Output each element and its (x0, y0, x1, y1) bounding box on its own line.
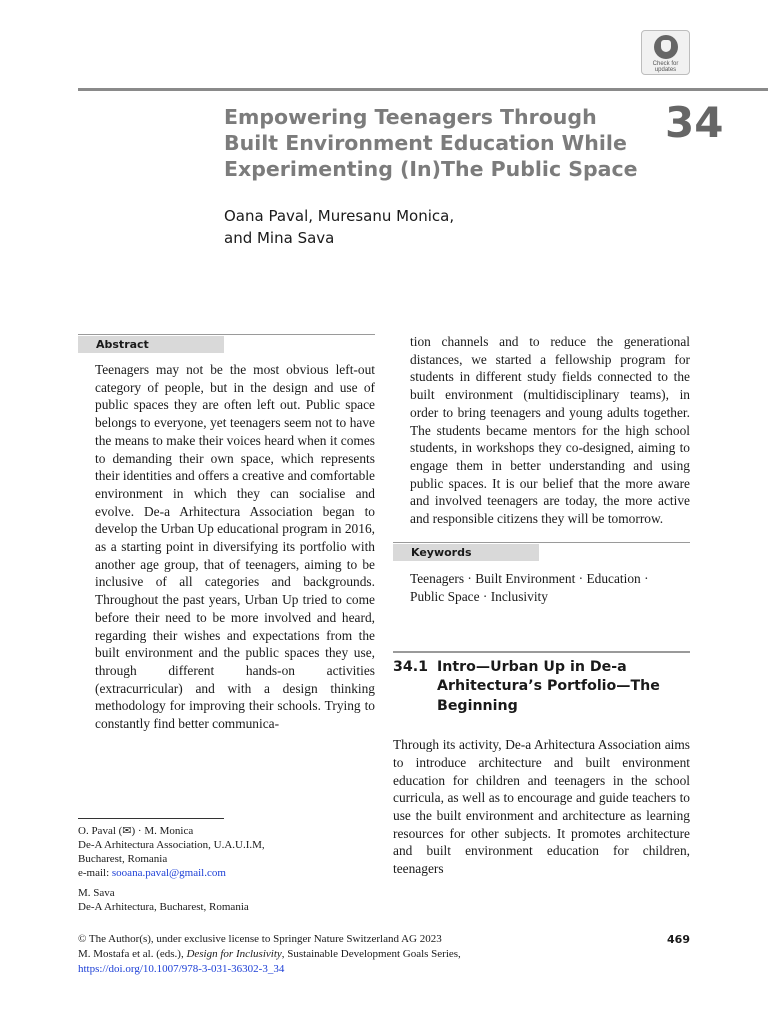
footnote-line: De-A Arhitectura, Bucharest, Romania (78, 901, 249, 913)
author-line: Oana Paval, Muresanu Monica, (224, 207, 455, 225)
keywords-line: Public Space · Inclusivity (410, 588, 548, 604)
section-rule (393, 651, 690, 653)
chapter-title (224, 104, 644, 182)
chapter-number: 34 (665, 98, 724, 147)
citation-book: Design for Inclusivity (186, 948, 282, 960)
bookmark-icon (654, 35, 678, 59)
footnote-line: O. Paval (✉) · M. Monica (78, 825, 194, 837)
doi-link[interactable]: https://doi.org/10.1007/978-3-031-36302-3_34 (78, 963, 285, 975)
keywords-block (393, 542, 690, 606)
check-for-updates-badge[interactable] (641, 30, 690, 75)
keywords-heading: Keywords (393, 544, 539, 561)
page-footer (78, 932, 690, 977)
citation-line (78, 947, 690, 962)
section-body: Through its activity, De-a Arhitectura Association aims to introduce architecture and built environment education for children and teenagers in the school curricula, as well as to encourage and guide teachers to use the built environment and architecture as learning resources for other subjects. It promotes architecture and built environment education for children, teenagers (393, 737, 690, 877)
section-number: 34.1 (393, 658, 429, 675)
email-link[interactable]: sooana.paval@gmail.com (111, 867, 226, 879)
left-column (78, 334, 375, 733)
author-footnote (78, 818, 375, 914)
author-line: and Mina Sava (224, 229, 335, 247)
section-heading (393, 658, 690, 717)
footnote-line: M. Sava (78, 887, 115, 899)
copyright-line: © The Author(s), under exclusive license to Springer Nature Switzerland AG 2023 (78, 933, 442, 945)
author-list (224, 205, 544, 249)
abstract-text: Teenagers may not be the most obvious left-out category of people, but in the design and use of public spaces they are often left out. Public space belongs to everyone, yet teenagers seem not to have the means to make their voices heard when it comes to demanding their own space, which represents their identities and offers a creative and comfortable environment in which they can socialise and evolve. De-a Arhitectura Association began to develop the Urban Up educational program in 2016, as a starting point in diversifying its portfolio with another age group, that of teenagers, aiming to be inclusive of all categories and backgrounds. Throughout the past years, Urban Up tried to come before their need to be more involved and heard, regarding their wishes and expectations from the built environment and the public spaces they use, through different hands-on activities (extracurricular) and with a design thinking methodology for improving their schools. Trying to constantly find better communica- (95, 362, 375, 732)
keywords-list (410, 570, 690, 606)
abstract-rule (78, 334, 375, 335)
badge-label-line2: updates (654, 67, 677, 73)
footnote-line: De-A Arhitectura Association, U.A.U.I.M, (78, 839, 265, 851)
header-rule (78, 88, 768, 91)
abstract-continuation: tion channels and to reduce the generational distances, we started a fellowship program for students in different study fields connected to the built environment (multidisciplinary teams), in order to bring teenagers and young adults together. The students became mentors for the high school students, in workshops they co-designed, aiming to engage them in better understanding and using public spaces. It is our belief that the more aware and involved teenagers are today, the more active and responsible citizens they will be tomorrow. (410, 334, 690, 527)
citation-suffix: , Sustainable Development Goals Series, (281, 948, 461, 960)
footnote-line: Bucharest, Romania (78, 853, 168, 865)
chapter-title-line: Experimenting (In)The Public Space (224, 157, 638, 181)
chapter-title-line: Built Environment Education While (224, 131, 627, 155)
badge-label-line1: Check for (652, 61, 679, 67)
keywords-line: Teenagers · Built Environment · Education · (410, 570, 649, 586)
chapter-title-line: Empowering Teenagers Through (224, 105, 597, 129)
footnote-rule (78, 818, 224, 819)
footnote-email-line (78, 866, 375, 880)
right-column (393, 333, 690, 878)
section-title: Intro—Urban Up in De-a Arhitectura’s Portfolio—The Beginning (437, 658, 660, 714)
email-label: e-mail: (78, 867, 112, 879)
abstract-heading: Abstract (78, 336, 224, 353)
citation-prefix: M. Mostafa et al. (eds.), (78, 948, 187, 960)
keywords-rule (393, 542, 690, 543)
page-number: 469 (667, 933, 690, 946)
